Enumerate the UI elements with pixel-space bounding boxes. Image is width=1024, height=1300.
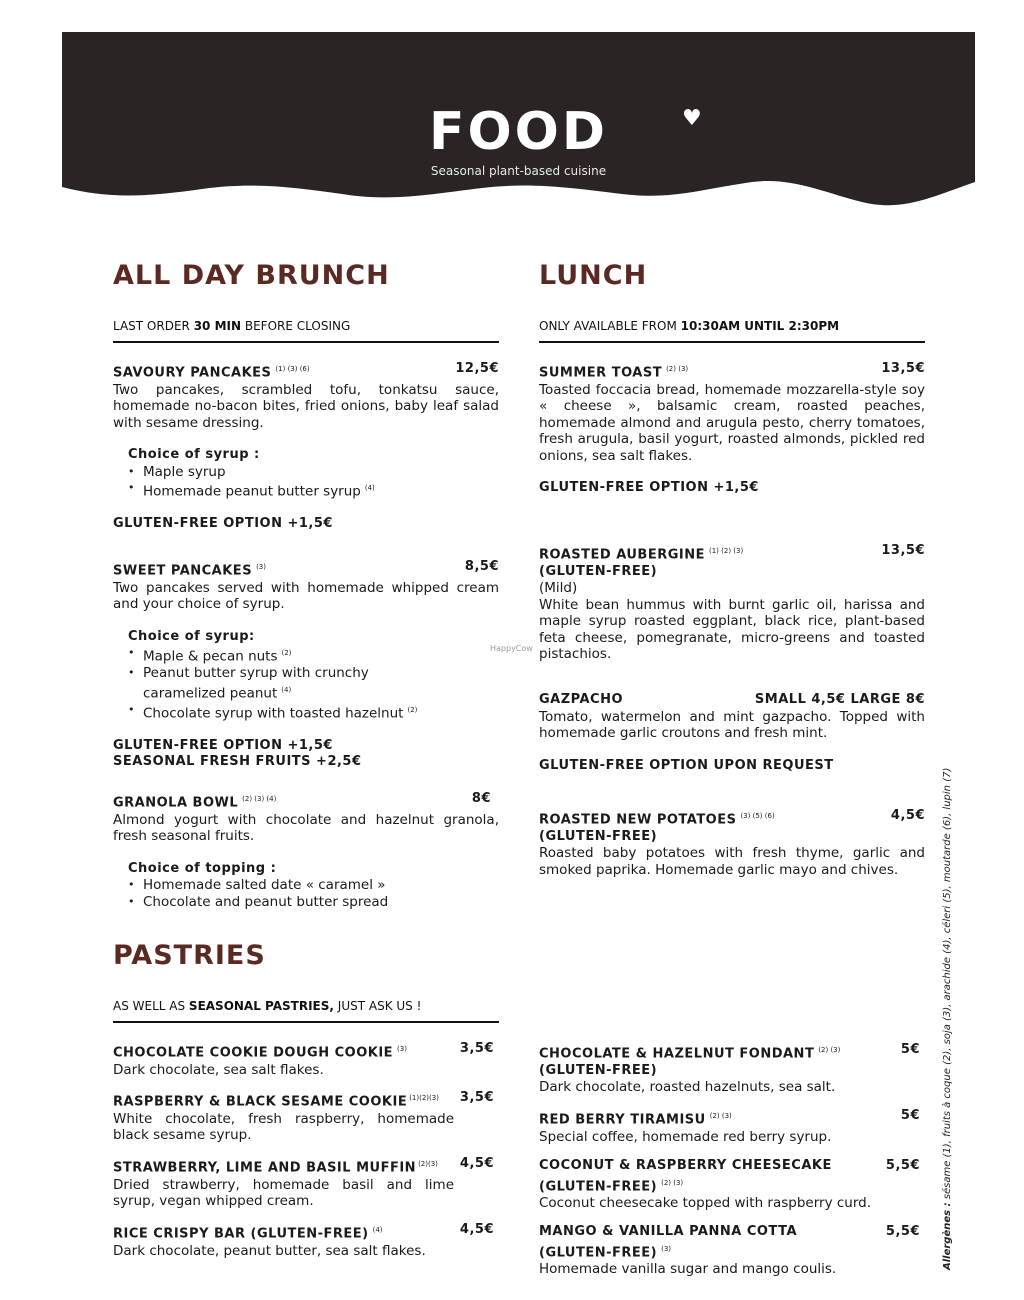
item-price: SMALL 4,5€ LARGE 8€ <box>754 692 925 707</box>
item-name: ROASTED NEW POTATOES $^{(3) (5) (6)}$ <box>539 812 775 828</box>
menu-item-roasted-potatoes <box>539 808 925 878</box>
menu-item-gazpacho <box>539 692 925 774</box>
lunch-title: LUNCH <box>539 260 648 291</box>
divider <box>539 341 925 343</box>
item-description: Two pancakes served with homemade whipped cream and your choice of syrup. <box>113 579 499 613</box>
item-description: Dried strawberry, homemade basil and lime syrup, vegan whipped cream. <box>113 1176 454 1210</box>
item-name: RED BERRY TIRAMISU $^{(2) (3)}$ <box>539 1112 732 1128</box>
menu-item-summer-toast <box>539 361 925 497</box>
brunch-note: LAST ORDER 30 MIN BEFORE CLOSING <box>113 319 351 333</box>
item-description: White bean hummus with burnt garlic oil, harissa and maple syrup roasted eggplant, black rice, plant-based feta cheese, pomegranate, micro-greens and toasted pistachios. <box>539 596 925 663</box>
pastries-title: PASTRIES <box>113 940 266 971</box>
item-name: SWEET PANCAKES $^{(3)}$ <box>113 563 266 579</box>
item-price: 4,5€ <box>459 1156 494 1171</box>
brunch-section-header <box>113 260 499 343</box>
item-price: 13,5€ <box>881 543 925 558</box>
item-description: Coconut cheesecake topped with raspberry curd. <box>539 1195 872 1212</box>
syrup-choices: Choice of syrup: • Maple & pecan nuts $^{(2)}$ • Peanut butter syrup with crunchy caramelized peanut $^{(4)}$ • Chocolate syrup with toasted hazelnut $^{(2)}$ <box>128 629 499 722</box>
item-description: Homemade vanilla sugar and mango coulis. <box>539 1261 837 1278</box>
list-item: • Homemade peanut butter syrup $^{(4)}$ <box>128 480 499 500</box>
item-price: 4,5€ <box>890 808 925 823</box>
gluten-free-option: GLUTEN-FREE OPTION +1,5€ <box>539 480 759 496</box>
item-price: 3,5€ <box>459 1041 494 1056</box>
heart-icon: ♥ <box>682 106 702 131</box>
item-price: 5€ <box>900 1108 920 1123</box>
gluten-free-label: (GLUTEN-FREE) <box>539 563 658 579</box>
item-price: 12,5€ <box>455 361 499 376</box>
pastry-item <box>113 1222 494 1259</box>
divider <box>113 341 499 343</box>
pastries-section-header <box>113 940 499 1023</box>
gluten-free-label: (GLUTEN-FREE) <box>539 1062 658 1078</box>
pastry-item <box>539 1224 920 1278</box>
fresh-fruits-option: SEASONAL FRESH FRUITS +2,5€ <box>113 754 362 770</box>
gluten-free-label: (GLUTEN-FREE) $^{(3)}$ <box>539 1244 672 1260</box>
lunch-note: ONLY AVAILABLE FROM 10:30AM UNTIL 2:30PM <box>539 319 840 333</box>
header-banner <box>62 32 975 217</box>
item-name: RASPBERRY & BLACK SESAME COOKIE $^{(1)(2)(3)}$ <box>113 1094 439 1110</box>
gluten-free-option: GLUTEN-FREE OPTION +1,5€ <box>113 737 333 753</box>
gluten-free-option: GLUTEN-FREE OPTION UPON REQUEST <box>539 757 834 773</box>
item-name: COCONUT & RASPBERRY CHEESECAKE <box>539 1158 832 1173</box>
item-description: Roasted baby potatoes with fresh thyme, garlic and smoked paprika. Homemade garlic mayo and chives. <box>539 845 925 878</box>
list-item: • Maple & pecan nuts $^{(2)}$ <box>128 645 499 665</box>
pastry-item <box>539 1158 920 1212</box>
menu-subtitle: Seasonal plant-based cuisine <box>430 164 607 178</box>
item-description: Dark chocolate, peanut butter, sea salt flakes. <box>113 1242 426 1259</box>
pastry-item <box>113 1041 494 1078</box>
item-description: Almond yogurt with chocolate and hazelnut granola, fresh seasonal fruits. <box>113 811 499 845</box>
item-name: ROASTED AUBERGINE $^{(1) (2) (3)}$ <box>539 547 744 563</box>
menu-item-savoury-pancakes <box>113 361 499 533</box>
item-name: CHOCOLATE COOKIE DOUGH COOKIE $^{(3)}$ <box>113 1045 407 1061</box>
pastry-item <box>113 1156 494 1210</box>
item-description: Toasted foccacia bread, homemade mozzarella-style soy « cheese », balsamic cream, roasted peaches, homemade almond and arugula pesto, cherry tomatoes, fresh arugula, basil yogurt, roasted almonds, pickled red onions, sea salt flakes. <box>539 381 925 464</box>
gluten-free-label: (GLUTEN-FREE) <box>539 828 658 844</box>
item-name: STRAWBERRY, LIME AND BASIL MUFFIN $^{(2)(3)}$ <box>113 1160 438 1176</box>
divider <box>113 1021 499 1023</box>
item-description: Dark chocolate, sea salt flakes. <box>113 1061 324 1078</box>
item-name: GAZPACHO <box>539 692 624 707</box>
pastry-item <box>113 1090 494 1144</box>
item-name: SUMMER TOAST $^{(2) (3)}$ <box>539 365 689 381</box>
gluten-free-label: (GLUTEN-FREE) $^{(2) (3)}$ <box>539 1178 684 1194</box>
menu-item-sweet-pancakes <box>113 559 499 771</box>
list-item: • Chocolate and peanut butter spread <box>128 894 499 911</box>
item-name: SAVOURY PANCAKES $^{(1) (3) (6)}$ <box>113 365 310 381</box>
item-name: MANGO & VANILLA PANNA COTTA <box>539 1224 798 1239</box>
item-price: 5,5€ <box>885 1158 920 1173</box>
lunch-section-header <box>539 260 925 343</box>
item-price: 5€ <box>900 1042 920 1057</box>
item-description: White chocolate, fresh raspberry, homemade black sesame syrup. <box>113 1110 454 1144</box>
item-description: Tomato, watermelon and mint gazpacho. Topped with homemade garlic croutons and fresh mint. <box>539 708 925 741</box>
list-item: • Homemade salted date « caramel » <box>128 877 499 894</box>
watermark: HappyCow <box>490 644 533 653</box>
allergens-legend: Allergènes : sésame (1), fruits à coque (2), soja (3), arachide (4), céleri (5), moutarde (6), lupin (7) <box>942 767 953 1270</box>
item-price: 13,5€ <box>881 361 925 376</box>
list-item: • Maple syrup <box>128 464 499 481</box>
menu-item-roasted-aubergine <box>539 543 925 663</box>
brunch-title: ALL DAY BRUNCH <box>113 260 390 291</box>
item-name: CHOCOLATE & HAZELNUT FONDANT $^{(2) (3)}$ <box>539 1046 841 1062</box>
menu-item-granola-bowl <box>113 791 499 910</box>
pastries-note: AS WELL AS SEASONAL PASTRIES, JUST ASK US ! <box>113 999 422 1013</box>
list-item: • Peanut butter syrup with crunchy caramelized peanut $^{(4)}$ <box>128 665 499 702</box>
item-price: 4,5€ <box>459 1222 494 1237</box>
pastry-item <box>539 1042 920 1096</box>
item-name: RICE CRISPY BAR (GLUTEN-FREE) $^{(4)}$ <box>113 1226 383 1242</box>
item-name: GRANOLA BOWL $^{(2) (3) (4)}$ <box>113 795 277 811</box>
pastry-item <box>539 1108 920 1145</box>
menu-title: FOOD <box>428 102 609 162</box>
item-description: Two pancakes, scrambled tofu, tonkatsu sauce, homemade no-bacon bites, fried onions, baby leaf salad with sesame dressing. <box>113 381 499 431</box>
spice-level: (Mild) <box>539 580 578 597</box>
item-description: Dark chocolate, roasted hazelnuts, sea salt. <box>539 1079 836 1096</box>
topping-choices: Choice of topping : • Homemade salted date « caramel » • Chocolate and peanut butter spread <box>128 861 499 911</box>
syrup-choices: Choice of syrup : • Maple syrup • Homemade peanut butter syrup $^{(4)}$ <box>128 447 499 500</box>
item-price: 3,5€ <box>459 1090 494 1105</box>
list-item: • Chocolate syrup with toasted hazelnut $^{(2)}$ <box>128 702 499 722</box>
item-price: 8€ <box>471 791 491 806</box>
gluten-free-option: GLUTEN-FREE OPTION +1,5€ <box>113 516 333 532</box>
item-price: 5,5€ <box>885 1224 920 1239</box>
item-price: 8,5€ <box>464 559 499 574</box>
item-description: Special coffee, homemade red berry syrup. <box>539 1128 832 1145</box>
